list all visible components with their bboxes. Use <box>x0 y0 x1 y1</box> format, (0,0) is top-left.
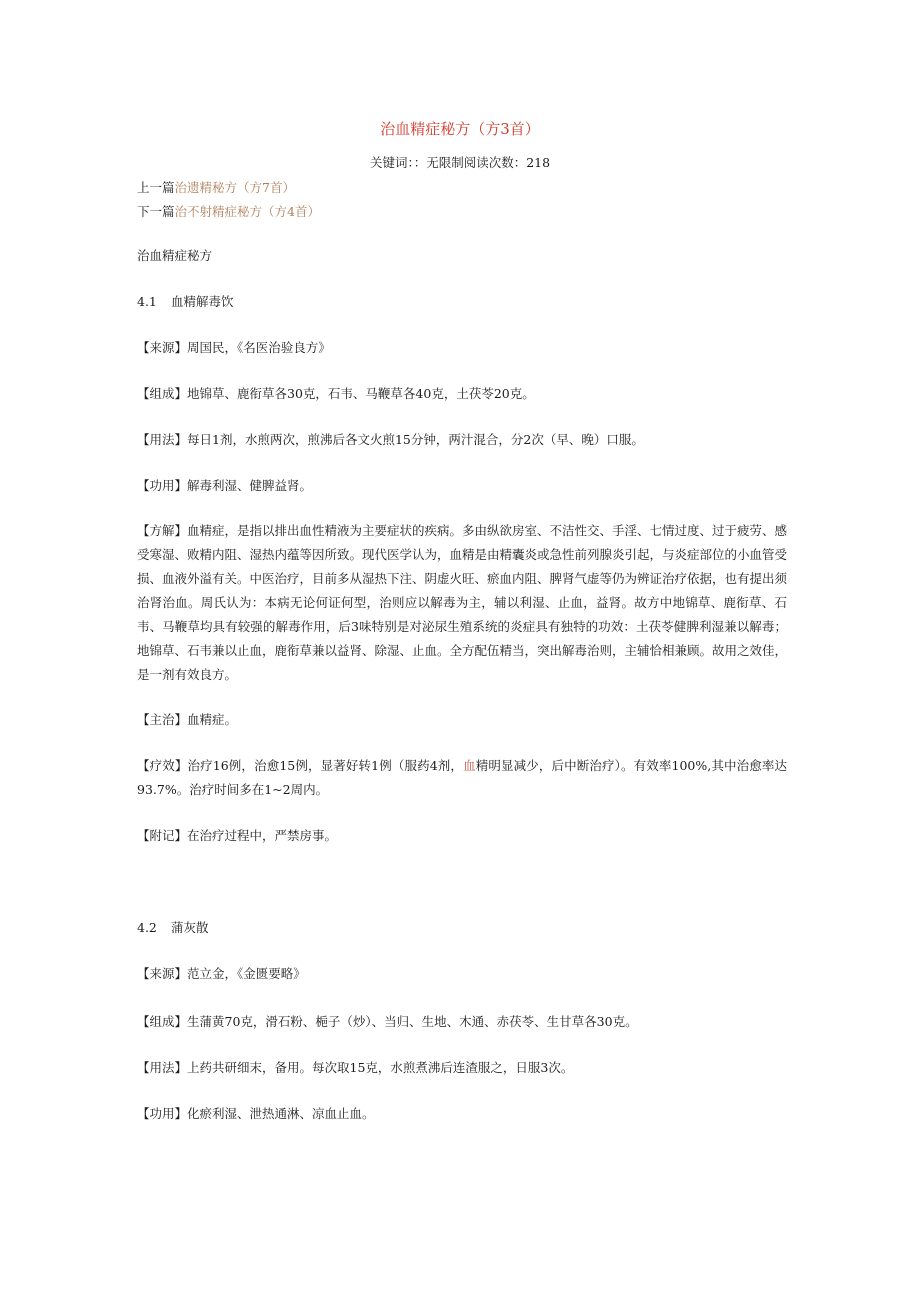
meta-line <box>0 153 920 171</box>
effect-paragraph: 【功用】解毒利湿、健脾益肾。 <box>137 478 313 493</box>
prev-article <box>137 178 295 196</box>
keywords-label: 关键词：：无限制阅读次数： <box>369 155 527 170</box>
usage-paragraph: 【用法】每日1剂，水煎两次，煎沸后各文火煎15分钟，两汁混合，分2次（早、晚）口服。 <box>137 432 644 447</box>
next-article <box>137 202 320 220</box>
section-heading-2 <box>137 916 787 940</box>
section-number: 4.2 <box>137 920 157 935</box>
usage-paragraph: 【用法】上药共研细末，备用。每次取15克，水煎煮沸后连渣服之，日服3次。 <box>137 1060 574 1075</box>
section-heading-1 <box>137 290 787 314</box>
note-paragraph: 【附记】在治疗过程中，严禁房事。 <box>137 828 338 843</box>
next-article-link[interactable]: 治不射精症秘方（方4首） <box>174 204 320 219</box>
efficacy-text-b: 精明显减少，后中断治疗）。有效率100%,其中治愈率达93.7%。治疗时间多在1~2周内。 <box>137 758 787 797</box>
read-count: 218 <box>526 155 551 170</box>
composition-paragraph: 【组成】生蒲黄70克，滑石粉、梔子（炒）、当归、生地、木通、赤茯苓、生甘草各30克。 <box>137 1014 638 1029</box>
section-title: 蒲灰散 <box>171 920 209 935</box>
efficacy-highlight: 血 <box>463 758 476 773</box>
effect-paragraph: 【功用】化瘀利湿、泄热通淋、凉血止血。 <box>137 1106 375 1121</box>
explanation-paragraph: 【方解】血精症，是指以排出血性精液为主要症状的疾病。多由纵欲房室、不洁性交、手淫、七情过度、过于疲劳、感受寒湿、败精内阻、湿热内蕴等因所致。现代医学认为，血精是由精囊炎或急性前列腺炎引起，与炎症部位的小血管受损、血液外溢有关。中医治疗，目前多从湿热下注、阴虚火旺、瘀血内阻、脾肾气虚等仍为辨证治疗依据，也有提出须治肾治血。周氏认为：本病无论何证何型，治则应以解毒为主，辅以利湿、止血，益肾。故方中地锦草、鹿衔草、石韦、马鞭草均具有较强的解毒作用，后3味特别是对泌尿生殖系统的炎症具有独特的功效：土茯苓健脾利湿兼以解毒；地锦草、石韦兼以止血，鹿衔草兼以益肾、除湿、止血。全方配伍精当，突出解毒治则，主辅恰相兼顾。故用之效佳，是一剂有效良方。 <box>137 523 788 682</box>
page-title: 治血精症秘方（方3首） <box>380 120 540 138</box>
section-number: 4.1 <box>137 294 157 309</box>
next-label: 下一篇 <box>137 204 175 219</box>
intro-text: 治血精症秘方 <box>137 248 213 263</box>
source-paragraph: 【来源】范立金，《金匮要略》 <box>137 966 306 981</box>
section-title: 血精解毒饮 <box>171 294 234 309</box>
efficacy-paragraph <box>137 754 787 802</box>
indication-paragraph: 【主治】血精症。 <box>137 712 238 727</box>
source-paragraph: 【来源】周国民，《名医治验良方》 <box>137 340 331 355</box>
composition-paragraph: 【组成】地锦草、鹿衔草各30克，石韦、马鞭草各40克，土茯苓20克。 <box>137 386 535 401</box>
prev-article-link[interactable]: 治遗精秘方（方7首） <box>174 180 295 195</box>
efficacy-text-a: 【疗效】治疗16例，治愈15例，显著好转1例（服药4剂， <box>137 758 464 773</box>
prev-label: 上一篇 <box>137 180 175 195</box>
